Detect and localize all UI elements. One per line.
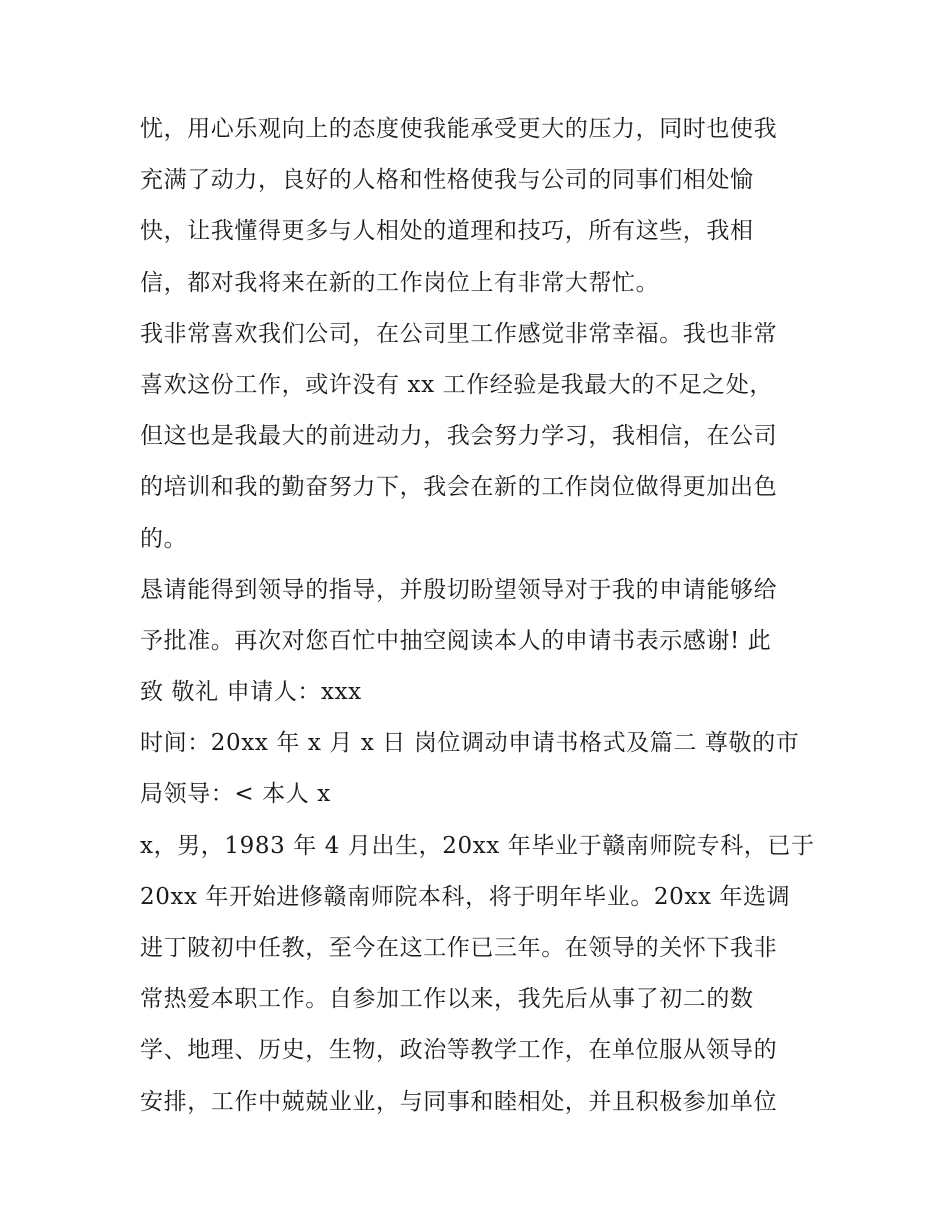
text-line: 进丁陂初中任教，至今在这工作已三年。在领导的关怀下我非 bbox=[140, 935, 778, 961]
document-text bbox=[140, 104, 820, 1128]
text-line: 我非常喜欢我们公司，在公司里工作感觉非常幸福。我也非常 bbox=[140, 320, 778, 347]
text-line: 信，都对我将来在新的工作岗位上有非常大帮忙。 bbox=[140, 269, 660, 296]
text-line: 充满了动力，良好的人格和性格使我与公司的同事们相处愉 bbox=[140, 167, 754, 194]
text-line: 但这也是我最大的前进动力，我会努力学习，我相信，在公司 bbox=[140, 423, 778, 450]
text-line: 安排，工作中兢兢业业，与同事和睦相处，并且积极参加单位 bbox=[140, 1088, 778, 1115]
text-line: 予批准。再次对您百忙中抽空阅读本人的申请书表示感谢! 此 bbox=[140, 627, 772, 654]
text-line: 20xx 年开始进修赣南师院本科，将于明年毕业。20xx 年选调 bbox=[140, 883, 791, 910]
text-line: 的。 bbox=[140, 525, 188, 552]
text-line: 常热爱本职工作。自参加工作以来，我先后从事了初二的数 bbox=[140, 986, 754, 1013]
text-line: 恳请能得到领导的指导，并殷切盼望领导对于我的申请能够给 bbox=[140, 576, 778, 603]
text-line: 学、地理、历史，生物，政治等教学工作，在单位服从领导的 bbox=[140, 1037, 778, 1064]
text-line: 时间：20xx 年 x 月 x 日 岗位调动申请书格式及篇二 尊敬的市 bbox=[140, 730, 800, 757]
text-line: 快，让我懂得更多与人相处的道理和技巧，所有这些，我相 bbox=[140, 218, 754, 245]
text-line: 忧，用心乐观向上的态度使我能承受更大的压力，同时也使我 bbox=[140, 116, 778, 142]
text-line: 喜欢这份工作，或许没有 xx 工作经验是我最大的不足之处， bbox=[140, 371, 773, 398]
text-line: 致 敬礼 申请人：xxx bbox=[140, 679, 362, 706]
text-line: 的培训和我的勤奋努力下，我会在新的工作岗位做得更加出色 bbox=[140, 474, 778, 501]
text-line: 局领导：< 本人 x bbox=[140, 781, 331, 808]
text-line: x，男，1983 年 4 月出生，20xx 年毕业于赣南师院专科，已于 bbox=[140, 832, 815, 859]
